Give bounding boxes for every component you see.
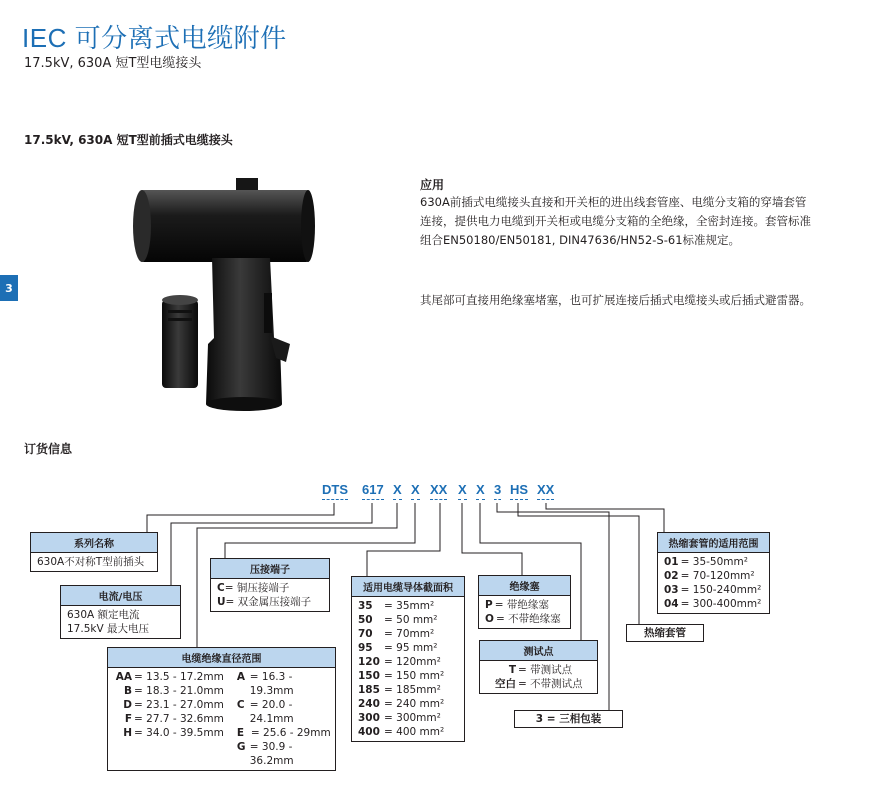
section-tab: 3: [0, 275, 18, 301]
code-segment: 617: [362, 482, 384, 497]
code-segment: HS: [510, 482, 528, 497]
sleeve-range-header: 热缩套管的适用范围: [658, 533, 769, 553]
code-segment: 3: [494, 482, 501, 497]
list-item: E = 25.6 - 29mm: [236, 727, 331, 739]
list-item: D = 23.1 - 27.0mm: [123, 699, 224, 711]
crimp-terminal-header: 压接端子: [211, 559, 329, 579]
list-item: P = 带绝缘塞: [485, 599, 549, 611]
test-point-box: [479, 640, 598, 694]
voltage-rating: 17.5kV 最大电压: [67, 623, 149, 635]
list-item: 300 = 300mm²: [358, 712, 441, 724]
list-item: 150 = 150 mm²: [358, 670, 445, 682]
list-item: 240 = 240 mm²: [358, 698, 445, 710]
current-rating: 630A 额定电流: [67, 609, 140, 621]
series-name-header: 系列名称: [31, 533, 157, 553]
list-item: T = 带测试点: [508, 664, 573, 676]
list-item: 02 = 70-120mm²: [664, 570, 755, 582]
insulating-plug-header: 绝缘塞: [479, 576, 570, 596]
list-item: H = 34.0 - 39.5mm: [123, 727, 224, 739]
list-item: F = 27.7 - 32.6mm: [124, 713, 224, 725]
code-segment: X: [393, 482, 402, 497]
list-item: 400 = 400 mm²: [358, 726, 445, 738]
code-segment: X: [458, 482, 467, 497]
current-voltage-box: [60, 585, 181, 639]
three-phase-box: 3 = 三相包装: [514, 710, 623, 728]
list-item: AA = 13.5 - 17.2mm: [115, 671, 224, 683]
list-item: C = 20.0 - 24.1mm: [236, 699, 294, 725]
product-section-title: 17.5kV, 630A 短T型前插式电缆接头: [24, 133, 233, 147]
insulation-diameter-header: 电缆绝缘直径范围: [108, 648, 335, 668]
page-title: IEC 可分离式电缆附件: [22, 23, 287, 53]
heat-shrink-sleeve-box: 热缩套管: [626, 624, 704, 642]
ordering-heading: 订货信息: [24, 442, 73, 456]
test-point-header: 测试点: [480, 641, 597, 661]
list-item: 120 = 120mm²: [358, 656, 441, 668]
list-item: B = 18.3 - 21.0mm: [123, 685, 224, 697]
page-subtitle: 17.5kV, 630A 短T型电缆接头: [24, 56, 202, 71]
list-item: 空白 = 不带测试点: [495, 678, 583, 690]
insulating-plug-box: [478, 575, 571, 629]
list-item: 03 = 150-240mm²: [664, 584, 762, 596]
code-segment: XX: [537, 482, 554, 497]
list-item: 04 = 300-400mm²: [664, 598, 762, 610]
insulation-diameter-box: [107, 647, 336, 771]
list-item: U = 双金属压接端子: [217, 596, 312, 608]
current-voltage-header: 电流/电压: [61, 586, 180, 606]
crimp-terminal-box: [210, 558, 330, 612]
code-segment: DTS: [322, 482, 348, 497]
application-paragraph-1: 630A前插式电缆接头直接和开关柜的进出线套管座、电缆分支箱的穿墙套管连接，提供电力电缆到开关柜或电缆分支箱的全绝缘，全密封连接。套管标准组合EN50180/EN50181, DIN47636/HN52-S-61标准规定。: [420, 195, 811, 247]
list-item: C = 铜压接端子: [217, 582, 290, 594]
sleeve-range-box: [657, 532, 770, 614]
application-heading: 应用: [420, 178, 445, 192]
list-item: G = 30.9 - 36.2mm: [236, 741, 294, 767]
code-segment: X: [411, 482, 420, 497]
list-item: O = 不带绝缘塞: [485, 613, 561, 625]
series-name-value: 630A不对称T型前插头: [37, 556, 145, 568]
code-segment: XX: [430, 482, 447, 497]
list-item: 185 = 185mm²: [358, 684, 441, 696]
series-name-box: [30, 532, 158, 572]
application-paragraph-2: 其尾部可直接用绝缘塞堵塞，也可扩展连接后插式电缆接头或后插式避雷器。: [420, 293, 811, 307]
conductor-section-box: [351, 576, 465, 742]
code-segment: X: [476, 482, 485, 497]
list-item: 01 = 35-50mm²: [664, 556, 748, 568]
list-item: A = 16.3 - 19.3mm: [236, 671, 294, 697]
list-item: 70 = 70mm²: [358, 628, 435, 640]
conductor-section-header: 适用电缆导体截面积: [352, 577, 464, 597]
list-item: 95 = 95 mm²: [358, 642, 438, 654]
list-item: 50 = 50 mm²: [358, 614, 438, 626]
list-item: 35 = 35mm²: [358, 600, 435, 612]
